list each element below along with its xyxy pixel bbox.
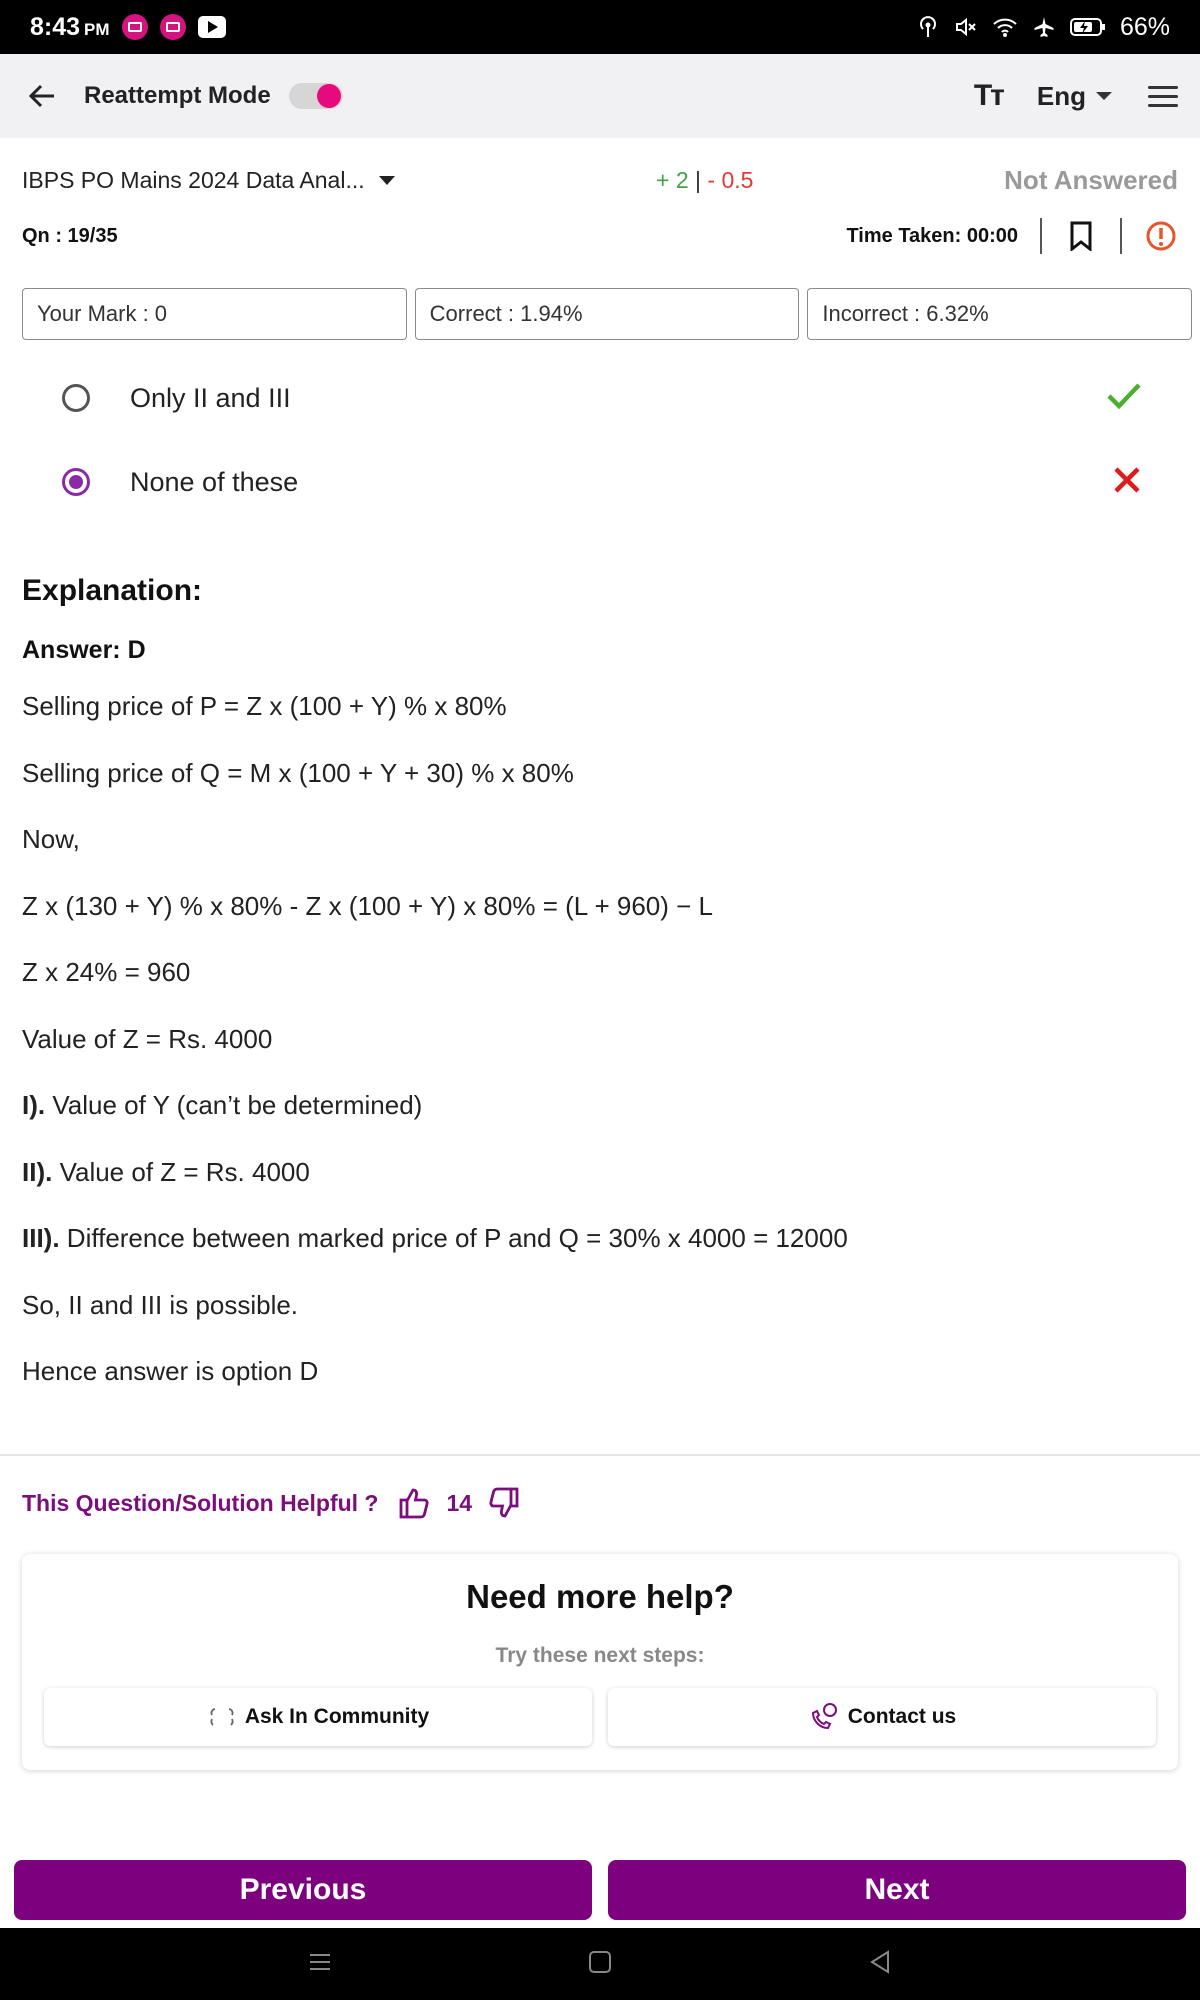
back-button[interactable] <box>22 76 62 116</box>
clock-time: 8:43 <box>30 12 81 41</box>
wifi-icon <box>992 16 1018 38</box>
option-text: Only II and III <box>130 382 291 413</box>
positive-mark: + 2 <box>656 166 689 193</box>
explanation-line: Z x 24% = 960 <box>22 957 191 987</box>
thumbs-up-icon <box>397 1486 431 1520</box>
cross-icon <box>1112 465 1142 500</box>
explanation-line: II). Value of Z = Rs. 4000 <box>22 1156 310 1187</box>
explanation-line: Value of Z = Rs. 4000 <box>22 1023 273 1054</box>
answer-status: Not Answered <box>1004 164 1178 195</box>
explanation-line: Selling price of Q = M x (100 + Y + 30) % x 80% <box>22 757 574 788</box>
community-icon <box>207 1706 237 1728</box>
thumbs-down-icon <box>487 1486 521 1520</box>
answer-label: Answer: D <box>22 636 146 664</box>
back-nav-button[interactable] <box>867 1949 893 1980</box>
back-arrow-icon <box>27 81 57 111</box>
language-label: Eng <box>1036 80 1086 111</box>
clock <box>30 13 110 42</box>
explanation-line: Now, <box>22 824 80 854</box>
divider <box>1040 218 1042 254</box>
explanation-line: Selling price of P = Z x (100 + Y) % x 80% <box>22 691 507 721</box>
option-radio[interactable] <box>62 384 90 412</box>
helpful-feedback <box>22 1482 522 1524</box>
menu-button[interactable] <box>1148 80 1178 113</box>
question-number: Qn : 19/35 <box>22 224 118 247</box>
mode-label: Reattempt Mode <box>84 82 271 109</box>
explanation-line: Z x (130 + Y) % x 80% - Z x (100 + Y) x 80% = (L + 960) − L <box>22 890 714 921</box>
ask-community-button[interactable] <box>44 1688 592 1746</box>
airplane-icon <box>1032 15 1056 39</box>
home-button[interactable] <box>587 1949 613 1980</box>
recent-apps-button[interactable] <box>307 1950 333 1979</box>
chevron-down-icon[interactable] <box>379 176 395 185</box>
like-button[interactable] <box>396 1485 432 1521</box>
option-only-ii-and-iii[interactable] <box>62 368 1142 428</box>
test-name-dropdown[interactable]: IBPS PO Mains 2024 Data Anal... <box>22 166 365 193</box>
mute-icon <box>954 15 978 39</box>
negative-mark: - 0.5 <box>707 166 754 193</box>
report-button[interactable] <box>1144 219 1178 253</box>
battery-icon <box>1070 17 1106 37</box>
hamburger-icon <box>1148 86 1178 89</box>
chevron-down-icon <box>1096 92 1112 100</box>
system-navigation-bar <box>0 1928 1200 2000</box>
explanation-section <box>22 574 1178 1405</box>
recent-apps-icon <box>307 1950 333 1974</box>
next-button[interactable]: Next <box>608 1860 1186 1920</box>
explanation-line: Hence answer is option D <box>22 1356 319 1386</box>
help-subtitle: Try these next steps: <box>495 1644 705 1667</box>
option-radio-selected[interactable] <box>62 468 90 496</box>
helpful-question: This Question/Solution Helpful ? <box>22 1489 379 1516</box>
hotspot-icon <box>916 15 940 39</box>
explanation-line: So, II and III is possible. <box>22 1289 299 1320</box>
question-stats <box>22 288 1192 340</box>
reattempt-mode-toggle[interactable] <box>289 83 343 109</box>
explanation-heading: Explanation: <box>22 574 203 607</box>
marking-scheme <box>656 167 753 194</box>
help-title: Need more help? <box>466 1578 734 1615</box>
option-none-of-these[interactable] <box>62 452 1142 512</box>
test-header <box>22 160 1178 200</box>
clock-ampm: PM <box>84 19 110 39</box>
bookmark-button[interactable] <box>1064 219 1098 253</box>
back-triangle-icon <box>867 1949 893 1975</box>
previous-button[interactable]: Previous <box>14 1860 592 1920</box>
need-help-card <box>22 1554 1178 1770</box>
home-icon <box>587 1949 613 1975</box>
app-icon <box>160 14 186 40</box>
battery-percent: 66% <box>1119 12 1170 41</box>
phone-chat-icon <box>808 1701 840 1733</box>
mark-separator: | <box>695 166 701 193</box>
time-taken: Time Taken: 00:00 <box>846 224 1018 247</box>
app-icon <box>122 14 148 40</box>
youtube-icon <box>198 16 226 38</box>
contact-us-button[interactable] <box>608 1688 1156 1746</box>
explanation-line: I). Value of Y (can’t be determined) <box>22 1090 423 1120</box>
ask-community-label: Ask In Community <box>244 1705 430 1728</box>
status-bar <box>0 0 1200 54</box>
text-size-button[interactable] <box>974 79 1003 113</box>
like-count: 14 <box>446 1489 473 1516</box>
question-info-bar <box>22 218 1178 254</box>
incorrect-stat: Incorrect : 6.32% <box>807 288 1192 340</box>
text-size-icon: Tт <box>973 79 1003 112</box>
divider <box>1120 218 1122 254</box>
app-toolbar <box>0 54 1200 138</box>
option-text: None of these <box>130 466 299 497</box>
explanation-line: III). Difference between marked price of P and Q = 30% x 4000 = 12000 <box>22 1223 848 1253</box>
check-icon <box>1106 381 1142 416</box>
toggle-knob <box>317 84 341 108</box>
contact-us-label: Contact us <box>847 1705 957 1728</box>
dislike-button[interactable] <box>486 1485 522 1521</box>
section-divider <box>0 1454 1200 1456</box>
correct-stat: Correct : 1.94% <box>415 288 800 340</box>
your-mark-stat: Your Mark : 0 <box>22 288 407 340</box>
report-icon <box>1145 220 1177 252</box>
language-selector[interactable] <box>1037 81 1112 112</box>
bookmark-icon <box>1069 221 1093 251</box>
